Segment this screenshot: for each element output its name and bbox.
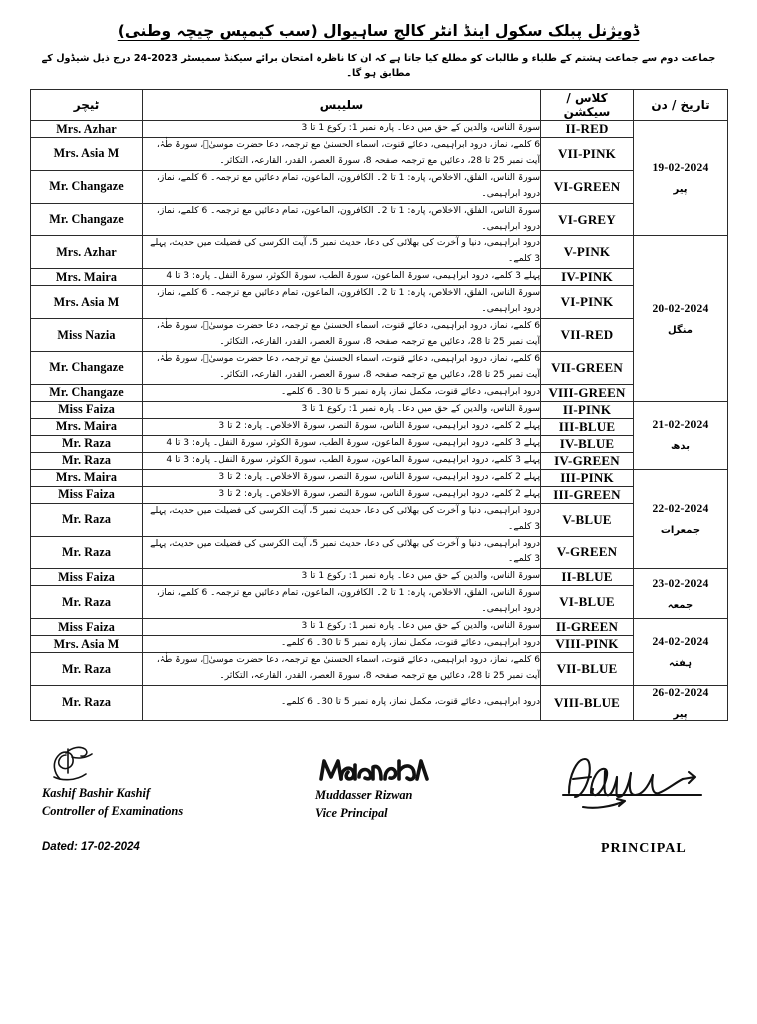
cell-syllabus: سورۃ الناس، الفلق، الاخلاص، پارہ: 1 تا 2۔ الکافرون، الماعون، تمام دعائیں مع ترجمہ۔ 6 کلمے، نماز، درود ابراہیمی۔ [143, 170, 541, 203]
cell-syllabus: درود ابراہیمی، دعائے قنوت، مکمل نماز، پارہ نمبر 5 تا 30۔ 6 کلمے۔ [143, 636, 541, 653]
cell-class-section: III-BLUE [541, 418, 634, 435]
cell-syllabus: سورۃ الناس، والدین کے حق میں دعا۔ پارہ نمبر 1: رکوع 1 تا 3 [143, 569, 541, 586]
cell-syllabus: درود ابراہیمی، دعائے قنوت، مکمل نماز، پارہ نمبر 5 تا 30۔ 6 کلمے۔ [143, 384, 541, 401]
cell-class-section: VIII-PINK [541, 636, 634, 653]
cell-syllabus: سورۃ الناس، الفلق، الاخلاص، پارہ: 1 تا 2۔ الکافرون، الماعون، تمام دعائیں مع ترجمہ۔ 6 کلمے، نماز، درود ابراہیمی۔ [143, 203, 541, 236]
cell-syllabus: 6 کلمے، نماز، درود ابراہیمی، دعائے قنوت، اسماء الحسنیٰ مع ترجمہ، دعا حضرت موسیٰؑ، سورۃ طٰہٰ، آیت نمبر 25 تا 28، دعائیں مع ترجمہ صفحہ 8، سورۃ العصر، القدر، القارعہ، التکاثر۔ [143, 319, 541, 352]
table-row [31, 418, 728, 435]
cell-class-section: III-GREEN [541, 486, 634, 503]
signature-block-vice-principal [315, 753, 435, 823]
exam-day-name: جمعرات [660, 525, 701, 537]
cell-teacher: Mr. Raza [31, 452, 143, 469]
table-row [31, 236, 728, 269]
cell-syllabus: پہلے 3 کلمے، درود ابراہیمی، سورۃ الماعون، سورۃ الطب، سورۃ الکوثر، سورۃ النفل۔ پارہ: 3 تا 4 [143, 435, 541, 452]
cell-class-section: VIII-GREEN [541, 384, 634, 401]
cell-teacher: Mrs. Azhar [31, 236, 143, 269]
cell-teacher: Mrs. Asia M [31, 286, 143, 319]
cell-class-section: V-PINK [541, 236, 634, 269]
cell-teacher: Mrs. Maira [31, 269, 143, 286]
cell-class-section: IV-BLUE [541, 435, 634, 452]
column-header-teacher: ٹیچر [31, 90, 143, 121]
cell-syllabus: پہلے 2 کلمے، درود ابراہیمی، سورۃ الناس، سورۃ النصر، سورۃ الاخلاص۔ پارہ: 2 تا 3 [143, 418, 541, 435]
cell-class-section: V-BLUE [541, 503, 634, 536]
cell-teacher: Mr. Raza [31, 653, 143, 686]
cell-class-section: VI-GREEN [541, 170, 634, 203]
column-header-class: کلاس / سیکشن [541, 90, 634, 121]
table-header [31, 90, 728, 121]
cell-class-section: IV-PINK [541, 269, 634, 286]
cell-syllabus: درود ابراہیمی، دعائے قنوت، مکمل نماز، پارہ نمبر 5 تا 30۔ 6 کلمے۔ [143, 685, 541, 720]
cell-class-section: VII-BLUE [541, 653, 634, 686]
column-header-date: تاریخ / دن [634, 90, 728, 121]
signature-block-controller [42, 743, 183, 853]
cell-syllabus: پہلے 2 کلمے، درود ابراہیمی، سورۃ الناس، سورۃ النصر، سورۃ الاخلاص۔ پارہ: 2 تا 3 [143, 469, 541, 486]
cell-syllabus: 6 کلمے، نماز، درود ابراہیمی، دعائے قنوت، اسماء الحسنیٰ مع ترجمہ، دعا حضرت موسیٰؑ، سورۃ طٰہٰ، آیت نمبر 25 تا 28، دعائیں مع ترجمہ صفحہ 8، سورۃ العصر، القدر، القارعہ، التکاثر۔ [143, 351, 541, 384]
table-row [31, 319, 728, 352]
signature-footer [30, 743, 727, 878]
cell-teacher: Miss Faiza [31, 401, 143, 418]
cell-class-section: II-RED [541, 121, 634, 138]
table-row [31, 619, 728, 636]
cell-syllabus: سورۃ الناس، والدین کے حق میں دعا۔ پارہ نمبر 1: رکوع 1 تا 3 [143, 401, 541, 418]
exam-date: 19-02-2024 [652, 161, 709, 175]
table-row [31, 170, 728, 203]
cell-syllabus: سورۃ الناس، الفلق، الاخلاص، پارہ: 1 تا 2۔ الکافرون، الماعون، تمام دعائیں مع ترجمہ۔ 6 کلمے، نماز، درود ابراہیمی۔ [143, 286, 541, 319]
table-row [31, 685, 728, 720]
cell-date-day [634, 236, 728, 401]
exam-date: 24-02-2024 [652, 635, 709, 649]
cell-class-section: V-GREEN [541, 536, 634, 569]
exam-day-name: منگل [667, 324, 693, 336]
exam-date: 21-02-2024 [652, 418, 709, 432]
exam-day-name: پیر [673, 708, 688, 720]
cell-syllabus: 6 کلمے، نماز، درود ابراہیمی، دعائے قنوت، اسماء الحسنیٰ مع ترجمہ، دعا حضرت موسیٰؑ، سورۃ طٰہٰ، آیت نمبر 25 تا 28، دعائیں مع ترجمہ صفحہ 8، سورۃ العصر، القدر، القارعہ، التکاثر۔ [143, 138, 541, 171]
cell-syllabus: درود ابراہیمی، دنیا و آخرت کی بھلائی کی دعا، حدیث نمبر 5، آیت الکرسی کی فضیلت میں حدیث، پہلے 3 کلمے۔ [143, 503, 541, 536]
cell-class-section: II-PINK [541, 401, 634, 418]
cell-syllabus: پہلے 3 کلمے، درود ابراہیمی، سورۃ الماعون، سورۃ الطب، سورۃ الکوثر، سورۃ النفل۔ پارہ: 3 تا 4 [143, 452, 541, 469]
cell-syllabus: پہلے 3 کلمے، درود ابراہیمی، سورۃ الماعون، سورۃ الطب، سورۃ الکوثر، سورۃ النفل۔ پارہ: 3 تا 4 [143, 269, 541, 286]
table-row [31, 636, 728, 653]
principal-label: PRINCIPAL [601, 840, 687, 856]
cell-class-section: VII-GREEN [541, 351, 634, 384]
cell-teacher: Mr. Raza [31, 435, 143, 452]
table-row [31, 503, 728, 536]
table-row [31, 384, 728, 401]
cell-date-day [634, 685, 728, 720]
table-row [31, 653, 728, 686]
table-row [31, 469, 728, 486]
exam-date: 20-02-2024 [652, 301, 709, 315]
exam-day-name: ہفتہ [669, 658, 692, 670]
cell-date-day [634, 121, 728, 236]
cell-class-section: VIII-BLUE [541, 685, 634, 720]
cell-teacher: Miss Faiza [31, 569, 143, 586]
cell-teacher: Mr. Changaze [31, 351, 143, 384]
cell-teacher: Mr. Changaze [31, 203, 143, 236]
cell-teacher: Mrs. Azhar [31, 121, 143, 138]
table-row [31, 569, 728, 586]
cell-teacher: Mrs. Maira [31, 469, 143, 486]
cell-syllabus: سورۃ الناس، والدین کے حق میں دعا۔ پارہ نمبر 1: رکوع 1 تا 3 [143, 619, 541, 636]
cell-teacher: Mrs. Asia M [31, 636, 143, 653]
table-header-row [31, 90, 728, 121]
table-row [31, 351, 728, 384]
cell-teacher: Miss Faiza [31, 486, 143, 503]
vice-principal-name: Muddasser Rizwan [315, 787, 413, 802]
cell-teacher: Mrs. Asia M [31, 138, 143, 171]
exam-day-name: بدھ [671, 441, 690, 453]
table-row [31, 286, 728, 319]
table-row [31, 269, 728, 286]
exam-date: 26-02-2024 [652, 685, 709, 699]
exam-date: 22-02-2024 [652, 502, 709, 516]
cell-class-section: IV-GREEN [541, 452, 634, 469]
cell-class-section: III-PINK [541, 469, 634, 486]
signature-ink-vice-principal [315, 753, 435, 787]
controller-name: Kashif Bashir Kashif [42, 785, 151, 800]
cell-class-section: VI-PINK [541, 286, 634, 319]
table-row [31, 121, 728, 138]
cell-class-section: VII-PINK [541, 138, 634, 171]
cell-teacher: Miss Nazia [31, 319, 143, 352]
cell-date-day [634, 619, 728, 686]
cell-syllabus: درود ابراہیمی، دنیا و آخرت کی بھلائی کی دعا، حدیث نمبر 5، آیت الکرسی کی فضیلت میں حدیث، پہلے 3 کلمے۔ [143, 236, 541, 269]
cell-date-day [634, 469, 728, 569]
page-title: ڈویژنل پبلک سکول اینڈ انٹر کالج ساہیوال (سب کیمپس چیچہ وطنی) [117, 22, 640, 40]
table-row [31, 586, 728, 619]
signature-block-principal [555, 749, 705, 857]
cell-teacher: Mr. Raza [31, 536, 143, 569]
signature-ink-principal [555, 749, 705, 811]
table-row [31, 203, 728, 236]
cell-syllabus: 6 کلمے، نماز، درود ابراہیمی، دعائے قنوت، اسماء الحسنیٰ مع ترجمہ، دعا حضرت موسیٰؑ، سورۃ طٰہٰ، آیت نمبر 25 تا 28، دعائیں مع ترجمہ صفحہ 8، سورۃ العصر، القدر، القارعہ، التکاثر۔ [143, 653, 541, 686]
page-subtitle: جماعت دوم سے جماعت ہشتم کے طلباء و طالبات کو مطلع کیا جاتا ہے کہ ان کا ناظرہ امتحان برائے سیکنڈ سمیسٹر 2023-24 درج ذیل شیڈول کے مطابق ہو گا۔ [41, 53, 716, 79]
cell-teacher: Mr. Raza [31, 586, 143, 619]
table-row [31, 486, 728, 503]
cell-syllabus: پہلے 2 کلمے، درود ابراہیمی، سورۃ الناس، سورۃ النصر، سورۃ الاخلاص۔ پارہ: 2 تا 3 [143, 486, 541, 503]
cell-date-day [634, 569, 728, 619]
exam-day-name: پیر [673, 184, 688, 196]
table-row [31, 536, 728, 569]
cell-teacher: Miss Faiza [31, 619, 143, 636]
cell-class-section: II-GREEN [541, 619, 634, 636]
cell-class-section: VI-GREY [541, 203, 634, 236]
cell-teacher: Mr. Changaze [31, 170, 143, 203]
dated-label: Dated: 17-02-2024 [42, 840, 140, 853]
exam-day-name: جمعہ [667, 599, 694, 611]
cell-syllabus: سورۃ الناس، والدین کے حق میں دعا۔ پارہ نمبر 1: رکوع 1 تا 3 [143, 121, 541, 138]
cell-class-section: VI-BLUE [541, 586, 634, 619]
cell-date-day [634, 401, 728, 469]
exam-date: 23-02-2024 [652, 576, 709, 590]
table-body [31, 121, 728, 721]
cell-teacher: Mr. Raza [31, 503, 143, 536]
cell-teacher: Mr. Changaze [31, 384, 143, 401]
cell-syllabus: درود ابراہیمی، دنیا و آخرت کی بھلائی کی دعا، حدیث نمبر 5، آیت الکرسی کی فضیلت میں حدیث، پہلے 3 کلمے۔ [143, 536, 541, 569]
cell-syllabus: سورۃ الناس، الفلق، الاخلاص، پارہ: 1 تا 2۔ الکافرون، الماعون، تمام دعائیں مع ترجمہ۔ 6 کلمے، نماز، درود ابراہیمی۔ [143, 586, 541, 619]
column-header-syllabus: سلیبس [143, 90, 541, 121]
table-row [31, 401, 728, 418]
cell-teacher: Mr. Raza [31, 685, 143, 720]
table-row [31, 452, 728, 469]
exam-schedule-table [30, 89, 728, 721]
cell-class-section: VII-RED [541, 319, 634, 352]
controller-role: Controller of Examinations [42, 803, 184, 818]
table-row [31, 435, 728, 452]
cell-teacher: Mrs. Maira [31, 418, 143, 435]
signature-ink-controller [42, 743, 132, 785]
cell-class-section: II-BLUE [541, 569, 634, 586]
vice-principal-role: Vice Principal [315, 805, 388, 820]
table-row [31, 138, 728, 171]
